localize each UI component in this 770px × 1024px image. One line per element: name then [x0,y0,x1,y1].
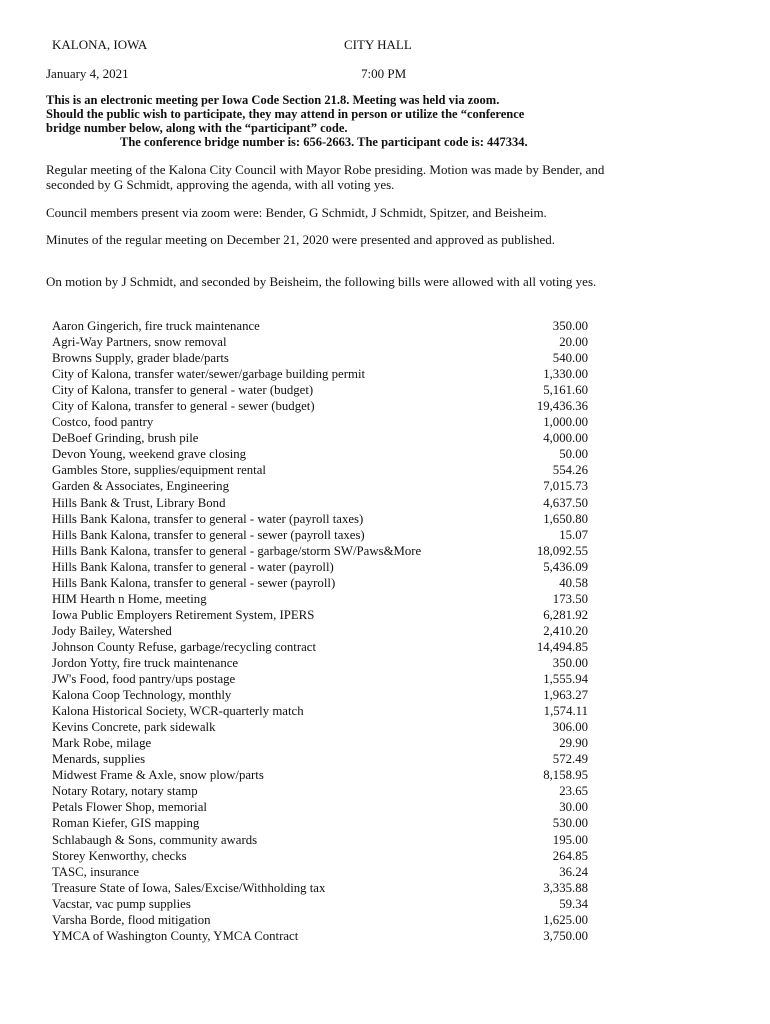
bill-description: JW's Food, food pantry/ups postage [52,672,236,687]
bill-row [52,928,588,944]
bill-row [52,430,588,446]
notice-line: This is an electronic meeting per Iowa Code Section 21.8. Meeting was held via zoom. [46,93,500,107]
bill-amount: 40.58 [559,575,588,590]
bill-description: Iowa Public Employers Retirement System, IPERS [52,607,315,622]
bill-row [52,799,588,815]
bill-amount: 195.00 [552,832,588,847]
bill-amount: 20.00 [559,335,588,350]
bill-description: Notary Rotary, notary stamp [52,784,198,799]
bill-amount: 59.34 [559,896,588,911]
bill-amount: 5,436.09 [543,559,588,574]
notice-line: Should the public wish to participate, they may attend in person or utilize the “conference [46,107,525,121]
bill-amount: 4,637.50 [543,495,588,510]
bill-row [52,767,588,783]
bill-description: YMCA of Washington County, YMCA Contract [52,928,299,943]
bill-row [52,735,588,751]
bill-row [52,334,588,350]
bill-description: Hills Bank Kalona, transfer to general - garbage/storm SW/Paws&More [52,543,422,558]
bill-amount: 18,092.55 [536,543,588,558]
bill-row [52,462,588,478]
bill-amount: 2,410.20 [543,623,588,638]
bill-description: Treasure State of Iowa, Sales/Excise/Withholding tax [52,880,326,895]
bill-row [52,896,588,912]
bill-amount: 530.00 [552,816,588,831]
bill-description: Costco, food pantry [52,415,154,430]
bill-row [52,848,588,864]
bill-row [52,880,588,896]
bills-list [52,318,588,944]
bill-amount: 15.07 [559,527,588,542]
minutes-paragraph: Minutes of the regular meeting on December 21, 2020 were presented and approved as published. [46,232,556,247]
notice-line: bridge number below, along with the “participant” code. [46,121,348,135]
bill-description: Kevins Concrete, park sidewalk [52,720,216,735]
bill-amount: 30.00 [559,800,588,815]
members-present-paragraph: Council members present via zoom were: Bender, G Schmidt, J Schmidt, Spitzer, and Beisheim. [46,205,547,220]
bill-row [52,543,588,559]
bill-row [52,671,588,687]
bill-amount: 1,555.94 [543,672,588,687]
bill-description: Hills Bank Kalona, transfer to general - water (payroll taxes) [52,511,364,526]
bill-amount: 1,330.00 [543,367,588,382]
bill-row [52,623,588,639]
bill-row [52,607,588,623]
bill-amount: 3,750.00 [543,928,588,943]
bill-row [52,655,588,671]
bill-description: Storey Kenworthy, checks [52,848,187,863]
bill-amount: 36.24 [559,864,588,879]
bill-amount: 14,494.85 [536,639,588,654]
bill-description: Johnson County Refuse, garbage/recycling contract [52,639,317,654]
opening-paragraph: Regular meeting of the Kalona City Council with Mayor Robe presiding. Motion was made by Bender, and seconded by G Schmidt, approving the agenda, with all voting yes. [46,162,605,192]
bill-description: City of Kalona, transfer to general - water (budget) [52,383,314,398]
bill-row [52,783,588,799]
bill-row [52,414,588,430]
bill-row [52,832,588,848]
conference-bridge-line: The conference bridge number is: 656-2663. The participant code is: 447334. [120,135,528,149]
bill-amount: 350.00 [552,655,588,670]
meeting-date: January 4, 2021 [46,66,129,81]
bill-description: Gambles Store, supplies/equipment rental [52,463,266,478]
bill-description: Midwest Frame & Axle, snow plow/parts [52,768,264,783]
bill-row [52,398,588,414]
bill-description: Mark Robe, milage [52,736,152,751]
bill-amount: 1,625.00 [543,912,588,927]
bill-row [52,478,588,494]
bill-row [52,864,588,880]
bill-row [52,591,588,607]
bill-amount: 3,335.88 [543,880,588,895]
bill-description: Hills Bank & Trust, Library Bond [52,495,226,510]
bill-description: Browns Supply, grader blade/parts [52,351,229,366]
bill-row [52,350,588,366]
bill-description: Kalona Coop Technology, monthly [52,688,232,703]
bill-amount: 173.50 [552,591,588,606]
bill-amount: 1,574.11 [543,704,588,719]
bill-description: Petals Flower Shop, memorial [52,800,207,815]
bill-amount: 19,436.36 [536,399,588,414]
bill-description: City of Kalona, transfer to general - sewer (budget) [52,399,315,414]
bill-amount: 1,000.00 [543,415,588,430]
electronic-meeting-notice [46,93,646,149]
bill-description: Hills Bank Kalona, transfer to general - water (payroll) [52,559,334,574]
bill-description: Devon Young, weekend grave closing [52,447,247,462]
bill-amount: 306.00 [552,720,588,735]
bill-description: City of Kalona, transfer water/sewer/garbage building permit [52,367,366,382]
bill-amount: 350.00 [552,319,588,333]
bill-description: DeBoef Grinding, brush pile [52,431,199,446]
bill-description: Hills Bank Kalona, transfer to general - sewer (payroll) [52,575,336,590]
bill-amount: 8,158.95 [543,768,588,783]
bill-row [52,318,588,334]
bill-row [52,559,588,575]
bill-description: Aaron Gingerich, fire truck maintenance [52,319,260,333]
bill-row [52,366,588,382]
bill-description: Menards, supplies [52,752,146,767]
bill-row [52,511,588,527]
bill-description: Varsha Borde, flood mitigation [52,912,211,927]
bill-amount: 540.00 [552,351,588,366]
bill-row [52,527,588,543]
bill-amount: 1,650.80 [543,511,588,526]
bill-description: Hills Bank Kalona, transfer to general - sewer (payroll taxes) [52,527,365,542]
city-heading: KALONA, IOWA [52,37,148,52]
bill-row [52,575,588,591]
bill-amount: 4,000.00 [543,431,588,446]
bill-description: Roman Kiefer, GIS mapping [52,816,200,831]
bill-amount: 6,281.92 [543,607,588,622]
bill-row [52,719,588,735]
bill-amount: 29.90 [559,736,588,751]
meeting-time: 7:00 PM [361,66,407,81]
bill-description: Garden & Associates, Engineering [52,479,229,494]
bill-row [52,687,588,703]
bill-amount: 572.49 [552,752,588,767]
bill-row [52,382,588,398]
bill-row [52,446,588,462]
bill-description: Agri-Way Partners, snow removal [52,335,227,350]
bill-amount: 5,161.60 [543,383,588,398]
bill-amount: 50.00 [559,447,588,462]
location-heading: CITY HALL [344,37,412,52]
bills-motion-paragraph: On motion by J Schmidt, and seconded by Beisheim, the following bills were allowed with all voting yes. [46,274,597,289]
bill-amount: 264.85 [552,848,588,863]
bill-description: TASC, insurance [52,864,140,879]
bill-description: Vacstar, vac pump supplies [52,896,191,911]
bill-row [52,703,588,719]
bill-description: Jody Bailey, Watershed [52,623,172,638]
bill-row [52,751,588,767]
bill-description: HIM Hearth n Home, meeting [52,591,207,606]
bill-amount: 1,963.27 [543,688,588,703]
bill-amount: 7,015.73 [543,479,588,494]
bill-description: Jordon Yotty, fire truck maintenance [52,655,239,670]
bill-amount: 554.26 [552,463,588,478]
bill-row [52,912,588,928]
bill-description: Schlabaugh & Sons, community awards [52,832,258,847]
bill-row [52,639,588,655]
bill-description: Kalona Historical Society, WCR-quarterly match [52,704,304,719]
bill-row [52,815,588,831]
bill-row [52,495,588,511]
bill-amount: 23.65 [559,784,588,799]
